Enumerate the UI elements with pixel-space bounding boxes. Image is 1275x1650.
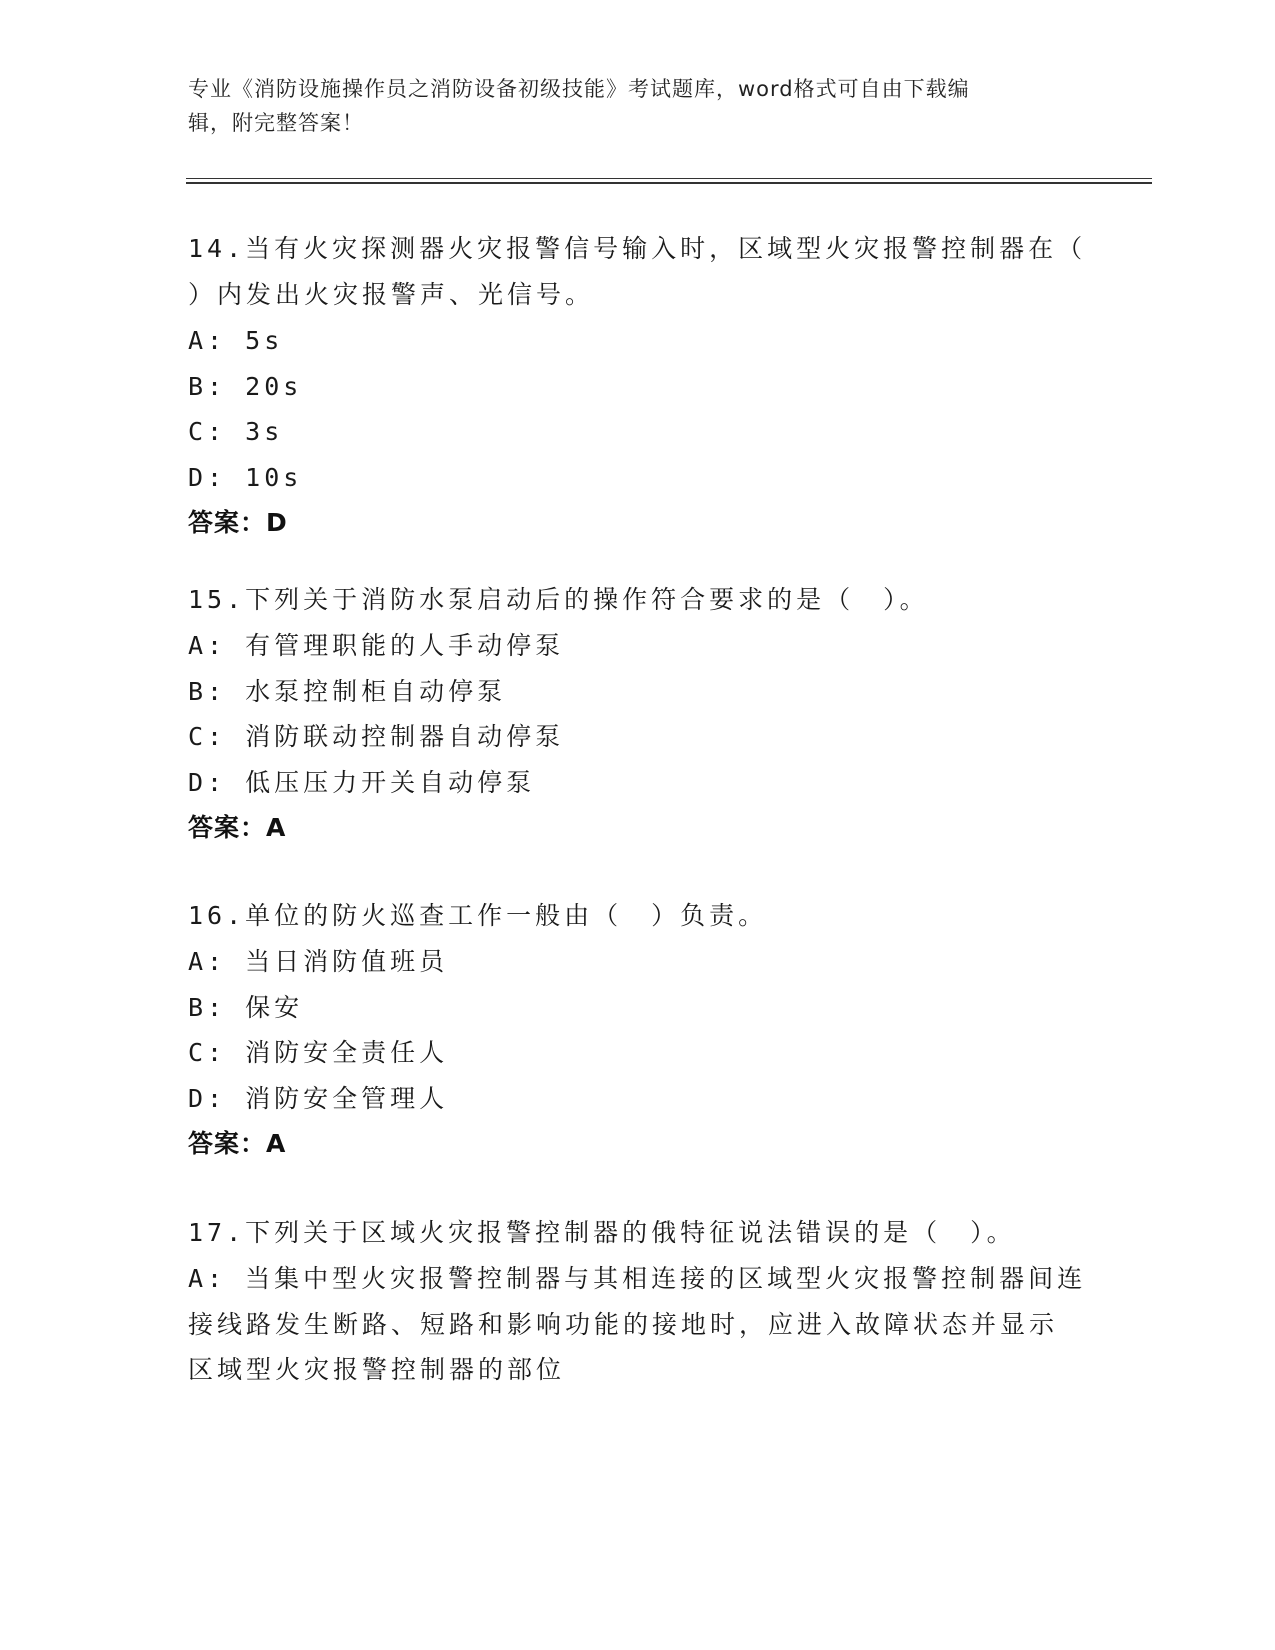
answer: 答案：A [188, 813, 287, 842]
option-a-line-2: 接线路发生断路、短路和影响功能的接地时，应进入故障状态并显示 [188, 1309, 1059, 1339]
question-stem-line-1: 16.单位的防火巡查工作一般由（ ）负责。 [188, 901, 768, 930]
question-15 [188, 577, 1088, 851]
answer: 答案：A [188, 1129, 287, 1158]
question-stem-line-1: 15.下列关于消防水泵启动后的操作符合要求的是（ ）。 [188, 585, 929, 614]
question-stem-line-2: ）内发出火灾报警声、光信号。 [188, 280, 595, 309]
option-a-line-1: A: 当集中型火灾报警控制器与其相连接的区域型火灾报警控制器间连 [188, 1264, 1087, 1293]
option-a: A: 5s [188, 326, 284, 355]
question-stem-line-1: 14.当有火灾探测器火灾报警信号输入时，区域型火灾报警控制器在（ [188, 234, 1087, 263]
option-b: B: 20s [188, 371, 303, 401]
option-b: B: 保安 [188, 992, 304, 1022]
document-header [188, 72, 1078, 140]
question-16 [188, 893, 1088, 1167]
option-a: A: 当日消防值班员 [188, 947, 449, 976]
header-divider-thin [186, 178, 1152, 179]
option-c: C: 消防安全责任人 [188, 1038, 449, 1067]
option-d: D: 10s [188, 462, 303, 492]
header-divider-thick [186, 182, 1152, 184]
option-c: C: 消防联动控制器自动停泵 [188, 722, 565, 751]
header-line-2: 辑，附完整答案！ [188, 111, 364, 135]
option-d: D: 消防安全管理人 [188, 1083, 449, 1113]
option-a: A: 有管理职能的人手动停泵 [188, 631, 565, 660]
option-a-line-3: 区域型火灾报警控制器的部位 [188, 1355, 566, 1384]
header-line-1: 专业《消防设施操作员之消防设备初级技能》考试题库，word格式可自由下载编 [188, 77, 970, 101]
question-14 [188, 226, 1088, 546]
option-d: D: 低压压力开关自动停泵 [188, 767, 536, 797]
answer: 答案：D [188, 508, 288, 537]
option-b: B: 水泵控制柜自动停泵 [188, 676, 507, 706]
question-17 [188, 1210, 1088, 1393]
option-c: C: 3s [188, 417, 284, 446]
question-stem-line-1: 17.下列关于区域火灾报警控制器的俄特征说法错误的是（ ）。 [188, 1218, 1016, 1247]
